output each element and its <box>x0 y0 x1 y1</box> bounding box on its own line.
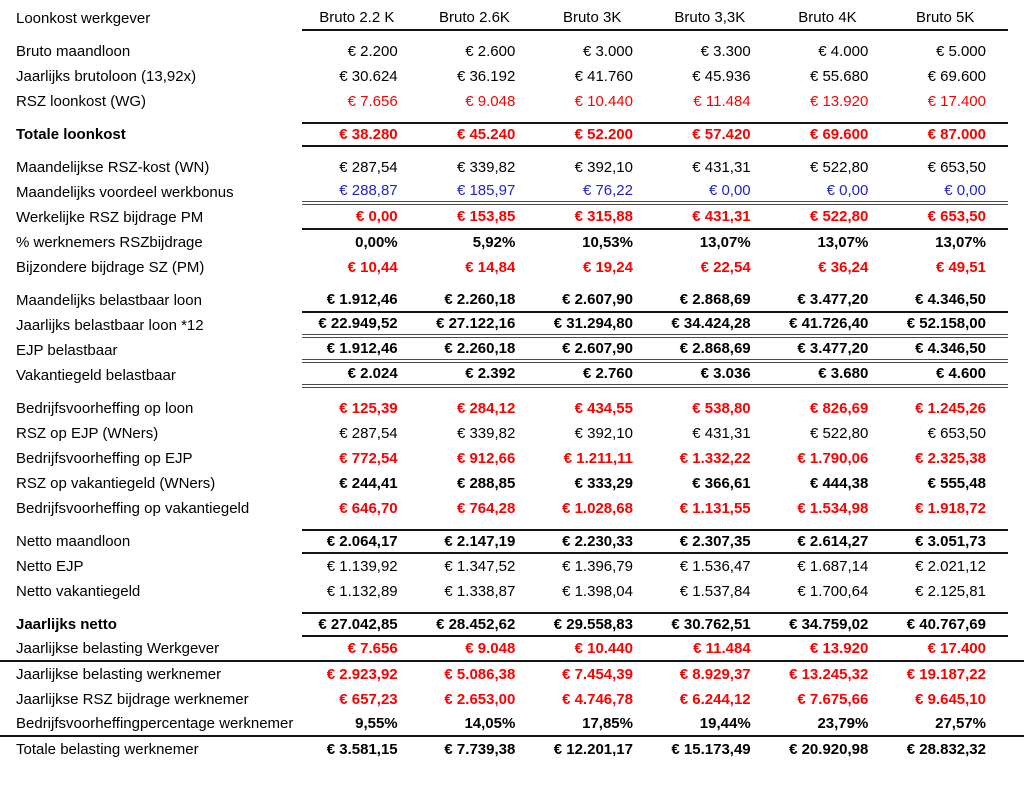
cell-value: € 2.868,69 <box>679 340 751 357</box>
cell-value: € 2.064,17 <box>326 533 398 550</box>
cell-value: € 339,82 <box>456 425 516 442</box>
column-header: Bruto 2.6K <box>439 9 510 26</box>
cell-value: € 3.036 <box>700 365 751 382</box>
cell-value: € 34.759,02 <box>789 616 869 633</box>
row-label: Totale loonkost <box>16 126 126 143</box>
cell-value: € 41.760 <box>574 68 633 85</box>
cell-value: € 2.260,18 <box>444 291 516 308</box>
column-header: Bruto 2.2 K <box>319 9 395 26</box>
cell-value: € 34.424,28 <box>671 315 751 332</box>
row-values <box>302 363 1008 388</box>
table-row <box>0 637 1024 662</box>
row-label: Bedrijfsvoorheffing op vakantiegeld <box>16 500 250 517</box>
cell-value: € 288,87 <box>339 182 398 199</box>
row-label: RSZ loonkost (WG) <box>16 93 147 110</box>
table-row <box>0 396 1024 421</box>
table-row <box>0 122 1024 147</box>
table-row <box>0 363 1024 388</box>
cell-value: € 4.346,50 <box>915 340 986 357</box>
row-values <box>302 446 1008 471</box>
table-row <box>0 39 1024 64</box>
cell-value: € 28.832,32 <box>906 741 986 758</box>
cell-value: € 17.400 <box>927 640 986 657</box>
row-values <box>302 64 1008 89</box>
cell-value: 9,55% <box>355 715 398 732</box>
cell-value: € 0,00 <box>826 182 869 199</box>
cell-value: € 1.347,52 <box>444 558 516 575</box>
cell-value: € 288,85 <box>456 475 516 492</box>
cell-value: 17,85% <box>582 715 633 732</box>
table-row <box>0 496 1024 521</box>
column-header: Bruto 3K <box>562 9 622 26</box>
cell-value: € 9.048 <box>465 93 516 110</box>
cell-value: € 52.158,00 <box>906 315 986 332</box>
cell-value: € 2.760 <box>582 365 633 382</box>
cell-value: € 153,85 <box>456 208 516 225</box>
cell-value: € 1.534,98 <box>797 500 869 517</box>
cell-value: € 912,66 <box>456 450 516 467</box>
row-label: Jaarlijkse belasting Werkgever <box>16 640 220 657</box>
cell-value: € 20.920,98 <box>789 741 869 758</box>
row-values <box>302 89 1008 114</box>
table-row <box>0 180 1024 205</box>
column-header: Bruto 5K <box>915 9 975 26</box>
table-row <box>0 579 1024 604</box>
row-values <box>302 554 1008 579</box>
row-values <box>302 255 1008 280</box>
row-label: Maandelijks belastbaar loon <box>16 292 202 309</box>
cell-value: € 19.187,22 <box>906 666 986 683</box>
cell-value: € 2.607,90 <box>562 291 633 308</box>
cell-value: € 3.477,20 <box>797 340 869 357</box>
cell-value: € 555,48 <box>927 475 986 492</box>
cell-value: € 522,80 <box>809 208 869 225</box>
cell-value: € 87.000 <box>927 126 986 143</box>
cell-value: € 1.245,26 <box>915 400 986 417</box>
cell-value: € 0,00 <box>944 182 986 199</box>
cell-value: € 7.454,39 <box>562 666 633 683</box>
cell-value: 13,07% <box>699 234 751 251</box>
cell-value: 14,05% <box>464 715 516 732</box>
cell-value: € 6.244,12 <box>679 691 751 708</box>
cell-value: € 1.396,79 <box>562 558 633 575</box>
cell-value: € 392,10 <box>574 425 633 442</box>
cell-value: € 244,41 <box>339 475 398 492</box>
cell-value: € 3.477,20 <box>797 291 869 308</box>
row-values <box>302 421 1008 446</box>
row-values <box>302 288 1008 313</box>
cell-value: € 30.762,51 <box>671 616 751 633</box>
row-values <box>302 396 1008 421</box>
column-header: Bruto 3,3K <box>674 9 746 26</box>
cell-value: € 8.929,37 <box>679 666 751 683</box>
cell-value: € 366,61 <box>692 475 751 492</box>
cell-value: € 444,38 <box>809 475 869 492</box>
cell-value: € 1.211,11 <box>563 450 633 467</box>
row-values <box>302 662 1008 687</box>
table-row <box>0 662 1024 687</box>
cell-value: € 4.746,78 <box>562 691 633 708</box>
cell-value: € 434,55 <box>574 400 633 417</box>
cell-value: € 76,22 <box>582 182 633 199</box>
table-header-row <box>0 6 1024 31</box>
table-row <box>0 471 1024 496</box>
cell-value: € 646,70 <box>339 500 398 517</box>
cell-value: € 1.912,46 <box>326 291 398 308</box>
table-row <box>0 554 1024 579</box>
cell-value: 13,07% <box>935 234 986 251</box>
row-label: Maandelijkse RSZ-kost (WN) <box>16 159 210 176</box>
cell-value: € 1.338,87 <box>444 583 516 600</box>
cell-value: € 1.132,89 <box>326 583 398 600</box>
cell-value: € 30.624 <box>339 68 398 85</box>
row-values <box>302 737 1008 762</box>
cell-value: € 13.920 <box>809 640 869 657</box>
cell-value: € 3.051,73 <box>915 533 986 550</box>
cell-value: € 764,28 <box>456 500 516 517</box>
row-values <box>302 122 1008 147</box>
cell-value: € 2.024 <box>347 365 398 382</box>
cell-value: € 2.653,00 <box>444 691 516 708</box>
cell-value: € 2.923,92 <box>326 666 398 683</box>
cell-value: € 1.687,14 <box>797 558 869 575</box>
row-values <box>302 39 1008 64</box>
cell-value: € 1.700,64 <box>797 583 869 600</box>
cell-value: € 125,39 <box>339 400 398 417</box>
cell-value: € 49,51 <box>935 259 986 276</box>
row-values <box>302 637 1008 660</box>
row-label: Bijzondere bijdrage SZ (PM) <box>16 259 205 276</box>
cell-value: € 2.325,38 <box>915 450 986 467</box>
cell-value: € 431,31 <box>692 208 751 225</box>
table-row <box>0 205 1024 230</box>
cell-value: € 2.147,19 <box>444 533 516 550</box>
cell-value: € 5.000 <box>935 43 986 60</box>
row-values <box>302 155 1008 180</box>
cell-value: € 3.581,15 <box>326 741 398 758</box>
cell-value: € 772,54 <box>339 450 398 467</box>
cell-value: € 69.600 <box>809 126 869 143</box>
cell-value: € 2.868,69 <box>679 291 751 308</box>
cell-value: € 10,44 <box>347 259 398 276</box>
cell-value: € 14,84 <box>465 259 516 276</box>
row-label: Bedrijfsvoorheffingpercentage werknemer <box>16 715 294 732</box>
row-label: Bruto maandloon <box>16 43 131 60</box>
table-title: Loonkost werkgever <box>16 10 151 27</box>
cell-value: € 36,24 <box>818 259 869 276</box>
row-values <box>302 612 1008 637</box>
row-label: Netto EJP <box>16 558 84 575</box>
column-header: Bruto 4K <box>798 9 857 26</box>
cell-value: € 7.675,66 <box>797 691 869 708</box>
cell-value: € 22,54 <box>700 259 751 276</box>
row-label: Bedrijfsvoorheffing op loon <box>16 400 194 417</box>
table-row <box>0 89 1024 114</box>
row-values <box>302 579 1008 604</box>
cell-value: € 538,80 <box>692 400 751 417</box>
cell-value: € 657,23 <box>339 691 398 708</box>
cell-value: € 7.656 <box>347 93 398 110</box>
row-values <box>302 471 1008 496</box>
row-label: Jaarlijks netto <box>16 616 117 633</box>
cell-value: € 653,50 <box>927 425 986 442</box>
cell-value: € 29.558,83 <box>553 616 633 633</box>
cell-value: € 52.200 <box>574 126 633 143</box>
cell-value: € 9.645,10 <box>915 691 986 708</box>
cell-value: € 69.600 <box>927 68 986 85</box>
cell-value: 19,44% <box>699 715 751 732</box>
row-label: RSZ op vakantiegeld (WNers) <box>16 475 216 492</box>
table-row <box>0 737 1024 762</box>
table-row <box>0 687 1024 712</box>
cell-value: € 55.680 <box>809 68 869 85</box>
cell-value: € 2.307,35 <box>679 533 751 550</box>
cell-value: € 7.656 <box>347 640 398 657</box>
cell-value: € 2.230,33 <box>562 533 633 550</box>
cell-value: € 1.918,72 <box>915 500 986 517</box>
cell-value: € 11.484 <box>693 93 751 110</box>
table-row <box>0 712 1024 737</box>
cell-value: € 284,12 <box>456 400 516 417</box>
row-values <box>302 496 1008 521</box>
cell-value: € 2.392 <box>465 365 516 382</box>
cell-value: € 2.021,12 <box>915 558 986 575</box>
table-row <box>0 288 1024 313</box>
cell-value: € 10.440 <box>574 640 633 657</box>
table-row <box>0 421 1024 446</box>
cell-value: € 4.346,50 <box>915 291 986 308</box>
cell-value: € 826,69 <box>809 400 869 417</box>
cell-value: € 1.139,92 <box>326 558 398 575</box>
cell-value: € 45.240 <box>456 126 516 143</box>
cell-value: € 40.767,69 <box>906 616 986 633</box>
row-label: Maandelijks voordeel werkbonus <box>16 184 234 201</box>
cell-value: € 1.536,47 <box>679 558 751 575</box>
cell-value: € 2.260,18 <box>444 340 516 357</box>
row-label: EJP belastbaar <box>16 342 118 359</box>
cell-value: 27,57% <box>935 715 986 732</box>
cell-value: € 1.912,46 <box>326 340 398 357</box>
row-label: Netto vakantiegeld <box>16 583 141 600</box>
cell-value: € 287,54 <box>339 425 398 442</box>
row-values <box>302 205 1008 230</box>
row-label: Werkelijke RSZ bijdrage PM <box>16 209 204 226</box>
row-values <box>302 529 1008 554</box>
cell-value: € 333,29 <box>574 475 633 492</box>
cell-value: € 1.028,68 <box>562 500 633 517</box>
cell-value: € 392,10 <box>574 159 633 176</box>
cell-value: € 1.537,84 <box>679 583 751 600</box>
column-headers <box>302 6 1008 31</box>
table-row <box>0 313 1024 338</box>
table-body <box>0 39 1024 762</box>
cell-value: € 287,54 <box>339 159 398 176</box>
table-row <box>0 155 1024 180</box>
cell-value: 0,00% <box>355 234 398 251</box>
row-label: Vakantiegeld belastbaar <box>16 367 176 384</box>
row-label: Netto maandloon <box>16 533 131 550</box>
cell-value: € 27.122,16 <box>436 315 516 332</box>
cell-value: € 2.614,27 <box>797 533 869 550</box>
cell-value: 10,53% <box>582 234 633 251</box>
cell-value: € 3.300 <box>700 43 751 60</box>
cell-value: € 185,97 <box>456 182 516 199</box>
table-row <box>0 255 1024 280</box>
row-label: Totale belasting werknemer <box>16 741 199 758</box>
cell-value: € 17.400 <box>927 93 986 110</box>
cell-value: € 36.192 <box>456 68 516 85</box>
cell-value: € 3.680 <box>818 365 869 382</box>
row-values <box>302 712 1008 735</box>
cell-value: € 2.600 <box>465 43 516 60</box>
row-values <box>302 180 1008 205</box>
cell-value: 13,07% <box>817 234 869 251</box>
cell-value: € 431,31 <box>692 159 751 176</box>
cell-value: € 653,50 <box>927 208 986 225</box>
row-label: % werknemers RSZbijdrage <box>16 234 203 251</box>
table-row <box>0 338 1024 363</box>
cell-value: € 1.398,04 <box>562 583 633 600</box>
row-label: Jaarlijkse RSZ bijdrage werknemer <box>16 691 249 708</box>
cell-value: € 431,31 <box>692 425 751 442</box>
row-label: RSZ op EJP (WNers) <box>16 425 159 442</box>
cell-value: € 0,00 <box>708 182 751 199</box>
cell-value: € 1.131,55 <box>679 500 751 517</box>
cell-value: € 0,00 <box>355 208 398 225</box>
cell-value: € 38.280 <box>339 126 398 143</box>
cell-value: € 339,82 <box>456 159 516 176</box>
row-label: Jaarlijks belastbaar loon *12 <box>16 317 204 334</box>
cell-value: € 22.949,52 <box>318 315 398 332</box>
cell-value: € 653,50 <box>927 159 986 176</box>
cell-value: 5,92% <box>472 234 516 251</box>
cell-value: € 1.332,22 <box>679 450 751 467</box>
cell-value: € 7.739,38 <box>444 741 516 758</box>
row-label: Jaarlijks brutoloon (13,92x) <box>16 68 197 85</box>
table-row <box>0 612 1024 637</box>
cell-value: € 12.201,17 <box>553 741 633 758</box>
cell-value: € 4.000 <box>818 43 869 60</box>
cell-value: € 2.125,81 <box>915 583 986 600</box>
cell-value: € 1.790,06 <box>797 450 869 467</box>
row-values <box>302 338 1008 363</box>
cell-value: € 522,80 <box>809 425 869 442</box>
table-row <box>0 446 1024 471</box>
cell-value: € 2.607,90 <box>562 340 633 357</box>
cell-value: € 5.086,38 <box>444 666 516 683</box>
row-values <box>302 687 1008 712</box>
row-label: Jaarlijkse belasting werknemer <box>16 666 222 683</box>
table-row <box>0 230 1024 255</box>
cell-value: € 315,88 <box>574 208 633 225</box>
cell-value: € 31.294,80 <box>553 315 633 332</box>
cell-value: € 11.484 <box>693 640 751 657</box>
cell-value: € 13.920 <box>809 93 869 110</box>
cell-value: € 13.245,32 <box>789 666 869 683</box>
cell-value: € 41.726,40 <box>789 315 869 332</box>
cell-value: € 10.440 <box>574 93 633 110</box>
cell-value: € 28.452,62 <box>436 616 516 633</box>
table-row <box>0 529 1024 554</box>
row-values <box>302 313 1008 338</box>
cell-value: € 27.042,85 <box>318 616 398 633</box>
cell-value: € 45.936 <box>692 68 751 85</box>
cell-value: € 15.173,49 <box>671 741 751 758</box>
cell-value: € 2.200 <box>347 43 398 60</box>
table-row <box>0 64 1024 89</box>
cell-value: € 4.600 <box>935 365 986 382</box>
row-label: Bedrijfsvoorheffing op EJP <box>16 450 193 467</box>
cell-value: € 57.420 <box>692 126 751 143</box>
cell-value: € 9.048 <box>465 640 516 657</box>
cell-value: 23,79% <box>817 715 869 732</box>
cell-value: € 3.000 <box>582 43 633 60</box>
row-values <box>302 230 1008 255</box>
cell-value: € 19,24 <box>582 259 633 276</box>
cell-value: € 522,80 <box>809 159 869 176</box>
